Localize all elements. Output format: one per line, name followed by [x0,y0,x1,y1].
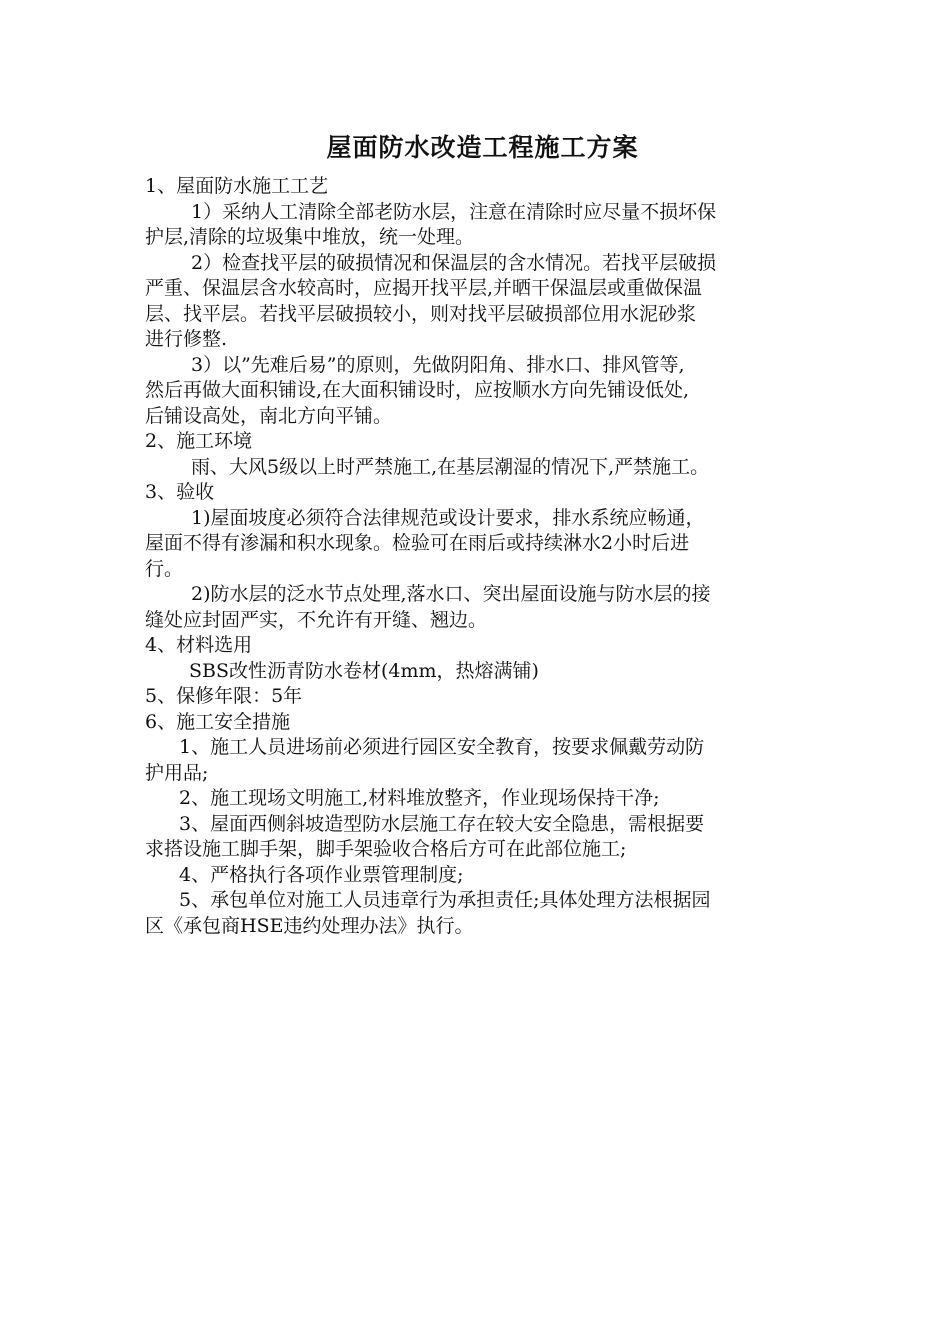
paragraph-removal [145,200,810,251]
paragraph-principle [145,353,810,430]
paragraph-safety-1 [145,735,810,786]
section-heading-materials: 4、材料选用 [145,634,253,656]
text-line: 缝处应封固严实，不允许有开缝、翘边。 [145,608,488,631]
text-line: 求搭设施工脚手架，脚手架验收合格后方可在此部位施工; [145,838,627,860]
text-line: 3）以”先难后易”的原则，先做阴阳角、排水口、排风管等, [191,353,685,376]
section-heading-acceptance: 3、验收 [145,481,215,503]
paragraph-inspection [145,251,810,353]
paragraph-safety-3 [145,812,810,863]
text-line: 后铺设高处，南北方向平铺。 [145,404,393,427]
paragraph-slope [145,506,810,583]
text-line: 行。 [145,557,184,580]
section-heading-safety: 6、施工安全措施 [145,710,291,733]
section-heading-warranty: 5、保修年限：5年 [145,685,303,707]
paragraph-safety-5 [145,888,810,939]
text-line: 层、找平层。若找平层破损较小，则对找平层破损部位用水泥砂浆 [145,302,697,325]
text-line: 屋面不得有渗漏和积水现象。检验可在雨后或持续淋水2小时后进 [145,532,690,554]
text-line: 1、施工人员进场前必须进行园区安全教育，按要求佩戴劳动防 [179,736,705,758]
text-line: 护用品; [145,761,209,784]
paragraph-safety-2: 2、施工现场文明施工,材料堆放整齐，作业现场保持干净; [179,787,660,809]
document-title: 屋面防水改造工程施工方案 [326,133,639,162]
text-line: 进行修整. [145,328,228,350]
paragraph-materials: SBS改性沥青防水卷材(4mm，热熔满铺) [189,659,539,682]
text-line: 1）采纳人工清除全部老防水层，注意在清除时应尽量不损坏保 [191,200,717,223]
text-line: 2)防水层的泛水节点处理,落水口、突出屋面设施与防水层的接 [191,583,711,605]
text-line: 然后再做大面积铺设,在大面积铺设时，应按顺水方向先铺设低处, [145,379,690,401]
section-heading-process: 1、屋面防水施工工艺 [145,175,329,197]
text-line: 护层,清除的垃圾集中堆放，统一处理。 [145,226,475,248]
text-line: 1)屋面坡度必须符合法律规范或设计要求，排水系统应畅通， [191,506,705,529]
text-line: 5、承包单位对施工人员违章行为承担责任;具体处理方法根据园 [179,889,711,911]
text-line: 3、屋面西侧斜坡造型防水层施工存在较大安全隐患，需根据要 [179,812,705,835]
paragraph-environment: 雨、大风5级以上时严禁施工,在基层潮湿的情况下,严禁施工。 [191,455,710,478]
section-heading-environment: 2、施工环境 [145,430,253,452]
text-line: 2）检查找平层的破损情况和保温层的含水情况。若找平层破损 [191,251,717,274]
document-body [145,128,810,939]
text-line: 严重、保温层含水较高时，应揭开找平层,并晒干保温层或重做保温 [145,277,703,299]
paragraph-flashing [145,582,810,633]
paragraph-safety-4: 4、严格执行各项作业票管理制度; [179,863,464,886]
text-line: 区《承包商HSE违约处理办法》执行。 [145,914,474,937]
